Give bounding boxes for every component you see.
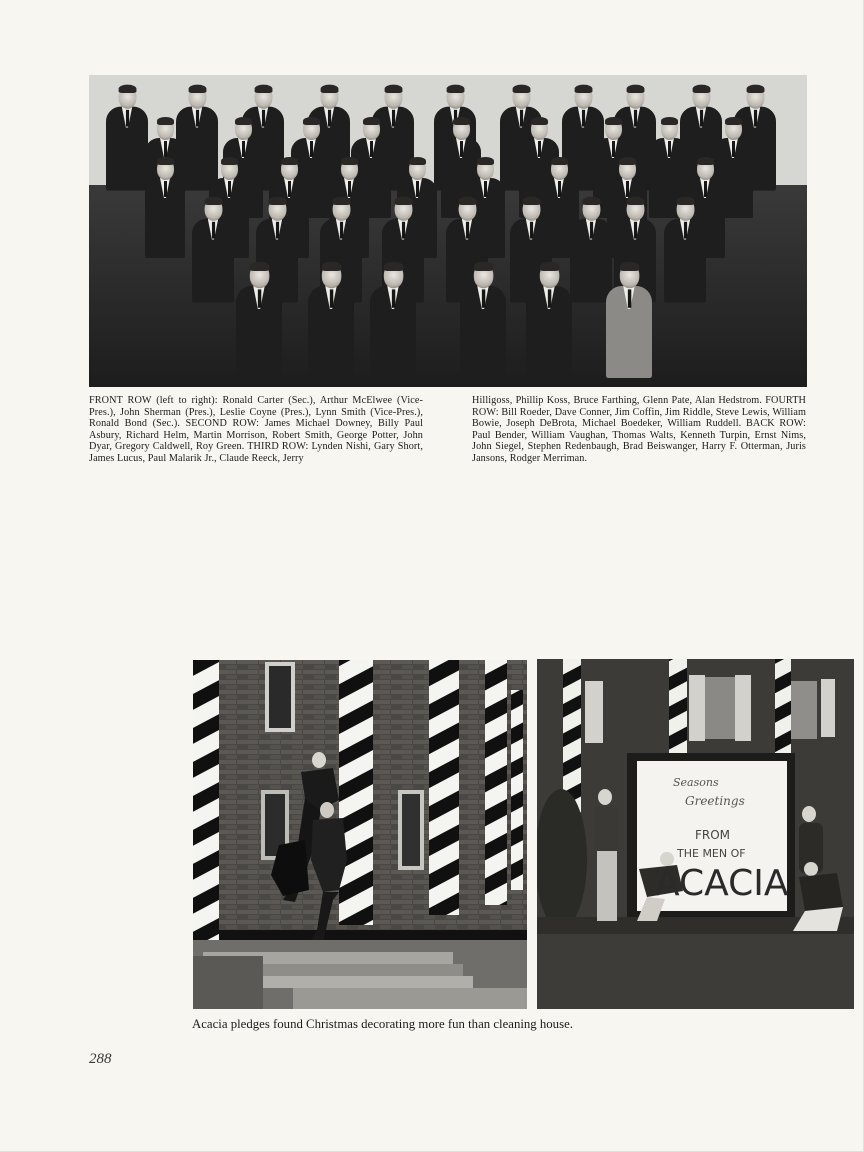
group-member (106, 87, 148, 184)
group-member (526, 264, 572, 370)
group-member (236, 264, 282, 370)
sign-line-seasons: Seasons (673, 776, 719, 789)
page-number: 288 (89, 1051, 112, 1067)
group-caption-left: FRONT ROW (left to right): Ronald Carter (Sec.), Arthur McElwee (Vice-Pres.), John Sherman (Pres.), Leslie Coyne (Pres.), Lynn Smith (Vice-Pres.), Ronald Bond (Sec.). SECOND ROW: James Michael Downey, Billy Paul Asbury, Richard Helm, Martin Morrison, Robert Smith, George Potter, John Dyar, Gregory Caldwell, Roy Green. THIRD ROW: Lynden Nishi, Gary Short, James Lucus, Paul Malarik Jr., Claude Reeck, Jerry (89, 395, 423, 464)
group-caption-right: Hilligoss, Phillip Koss, Bruce Farthing, Glenn Pate, Alan Hedstrom. FOURTH ROW: Bill Roeder, Dave Conner, Jim Coffin, Jim Riddle, Steve Lewis, William Bowie, Joseph DeBrota, Michael Boedeker, William Ruddell. BACK ROW: Paul Bender, William Vaughan, Thomas Walts, Kenneth Turpin, Ernst Nims, John Siegel, Stephen Redenbaugh, Brad Beiswanger, Harry F. Otterman, Juris Jansons, Rodger Merriman. (472, 395, 806, 464)
sign-line-the-men-of: THE MEN OF (677, 847, 746, 860)
greetings-sign-photo (537, 659, 854, 1009)
group-member (606, 264, 652, 370)
group-member (145, 159, 185, 251)
decorating-columns-photo (193, 660, 527, 1009)
sign-scene (537, 659, 854, 1009)
group-member (370, 264, 416, 370)
photos-caption: Acacia pledges found Christmas decorating more fun than cleaning house. (192, 1017, 573, 1031)
group-member (664, 199, 706, 296)
group-photo (89, 75, 807, 387)
group-member (460, 264, 506, 370)
sign-line-greetings: Greetings (685, 794, 745, 808)
columns-scene (193, 660, 527, 1009)
sign-line-acacia: ACACIA (655, 863, 789, 904)
sign-line-from: FROM (695, 828, 731, 842)
group-member (308, 264, 354, 370)
group-member (192, 199, 234, 296)
